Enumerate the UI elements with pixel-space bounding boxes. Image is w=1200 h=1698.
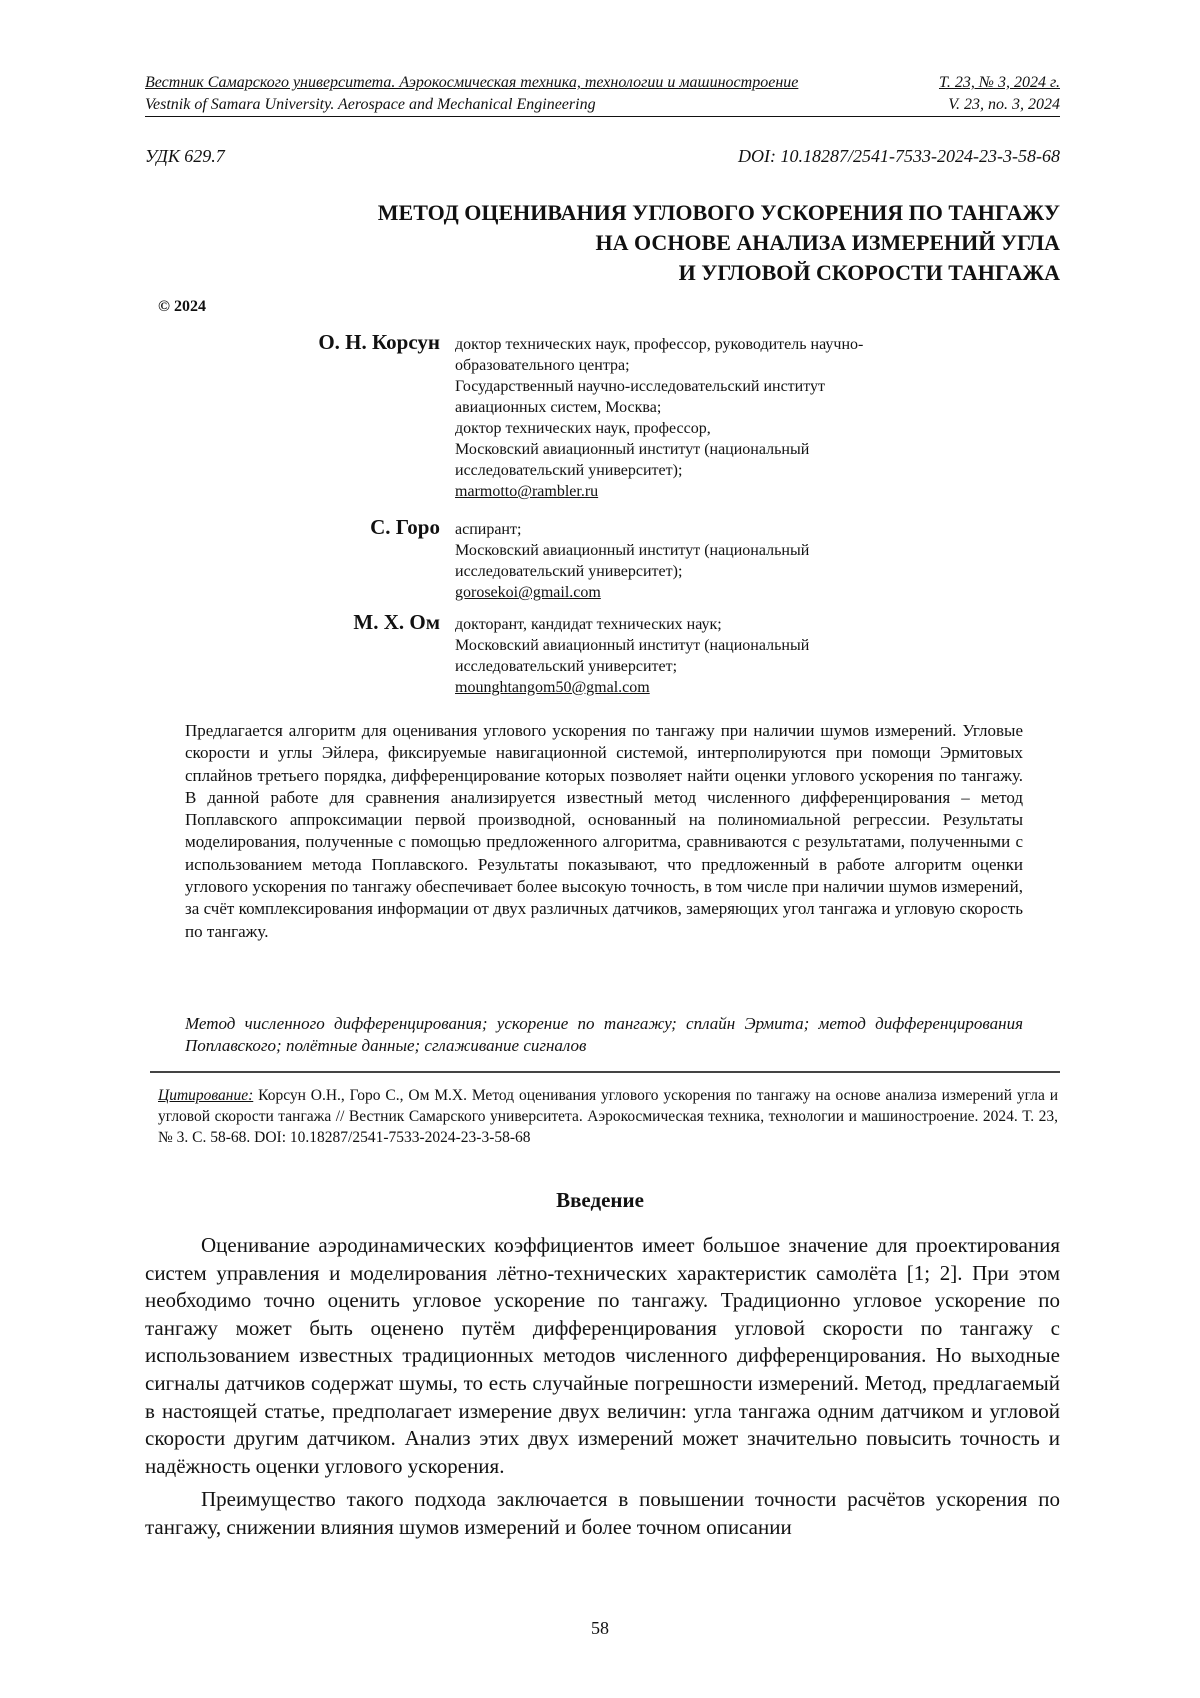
author-name: М. Х. Ом: [353, 610, 440, 635]
affiliation-line: исследовательский университет);: [455, 460, 975, 481]
affiliation-line: исследовательский университет);: [455, 561, 975, 582]
title-line: МЕТОД ОЦЕНИВАНИЯ УГЛОВОГО УСКОРЕНИЯ ПО ТАНГАЖУ: [200, 198, 1060, 228]
paragraph: Преимущество такого подхода заключается в повышении точности расчётов ускорения по тангажу, снижении влияния шумов измерений и более точном описании: [145, 1486, 1060, 1541]
divider: [150, 1071, 1060, 1073]
author-name: С. Горо: [370, 515, 440, 540]
journal-header-en: [145, 95, 1060, 117]
body-text: [145, 1232, 1060, 1548]
article-title: [200, 198, 1060, 288]
author-email-link[interactable]: mounghtangom50@gmal.com: [455, 677, 975, 698]
author-affiliation: [455, 519, 975, 603]
doi: DOI: 10.18287/2541-7533-2024-23-3-58-68: [738, 146, 1060, 167]
affiliation-line: Московский авиационный институт (национальный: [455, 635, 975, 656]
page-number: 58: [0, 1618, 1200, 1639]
journal-volume-ru: Т. 23, № 3, 2024 г.: [939, 73, 1060, 93]
citation: [158, 1085, 1058, 1148]
affiliation-line: исследовательский университет;: [455, 656, 975, 677]
page: [0, 0, 1200, 1698]
author-affiliation: [455, 334, 975, 502]
affiliation-line: Государственный научно-исследовательский институт: [455, 376, 975, 397]
author-name: О. Н. Корсун: [318, 330, 440, 355]
affiliation-line: докторант, кандидат технических наук;: [455, 614, 975, 635]
paragraph: Оценивание аэродинамических коэффициентов имеет большое значение для проектирования систем управления и моделирования лётно-технических характеристик самолёта [1; 2]. При этом необходимо точно оценить угловое ускорение по тангажу. Традиционно угловое ускорение по тангажу может быть оценено путём дифференцирования угловой скорости по тангажу с использованием известных традиционных методов численного дифференцирования. Но выходные сигналы датчиков содержат шумы, то есть случайные погрешности измерений. Метод, предлагаемый в настоящей статье, предполагает измерение двух величин: угла тангажа одним датчиком и угловой скорости другим датчиком. Анализ этих двух измерений может значительно повысить точность и надёжность оценки углового ускорения.: [145, 1232, 1060, 1480]
affiliation-line: доктор технических наук, профессор, руководитель научно-: [455, 334, 975, 355]
affiliation-line: доктор технических наук, профессор,: [455, 418, 975, 439]
journal-name-en: Vestnik of Samara University. Aerospace and Mechanical Engineering: [145, 95, 596, 115]
title-line: И УГЛОВОЙ СКОРОСТИ ТАНГАЖА: [200, 258, 1060, 288]
section-title: Введение: [0, 1188, 1200, 1213]
affiliation-line: Московский авиационный институт (национальный: [455, 439, 975, 460]
abstract: Предлагается алгоритм для оценивания углового ускорения по тангажу при наличии шумов измерений. Угловые скорости и углы Эйлера, фиксируемые навигационной системой, интерполируются при помощи Эрмитовых сплайнов третьего порядка, дифференцирование которых позволяет найти оценки углового ускорения по тангажу. В данной работе для сравнения анализируется известный метод численного дифференцирования – метод Поплавского аппроксимации первой производной, основанный на полиномиальной регрессии. Результаты моделирования, полученные с помощью предложенного алгоритма, сравниваются с результатами, полученными с использованием метода Поплавского. Результаты показывают, что предложенный в работе алгоритм оценки углового ускорения по тангажу обеспечивает более высокую точность, в том числе при наличии шумов измерений, за счёт комплексирования информации от двух различных датчиков, замеряющих угол тангажа и угловую скорость по тангажу.: [185, 720, 1023, 943]
citation-label: Цитирование:: [158, 1087, 253, 1104]
affiliation-line: аспирант;: [455, 519, 975, 540]
journal-volume-en: V. 23, no. 3, 2024: [948, 95, 1060, 115]
affiliation-line: авиационных систем, Москва;: [455, 397, 975, 418]
affiliation-line: Московский авиационный институт (национальный: [455, 540, 975, 561]
journal-name-ru: Вестник Самарского университета. Аэрокосмическая техника, технологии и машиностроение: [145, 73, 798, 93]
keywords: Метод численного дифференцирования; ускорение по тангажу; сплайн Эрмита; метод дифференцирования Поплавского; полётные данные; сглаживание сигналов: [185, 1013, 1023, 1057]
author-affiliation: [455, 614, 975, 698]
citation-text: Корсун О.Н., Горо С., Ом М.Х. Метод оценивания углового ускорения по тангажу на основе анализа измерений угла и угловой скорости тангажа // Вестник Самарского университета. Аэрокосмическая техника, технологии и машиностроение. 2024. Т. 23, № 3. С. 58-68. DOI: 10.18287/2541-7533-2024-23-3-58-68: [158, 1087, 1058, 1146]
author-email-link[interactable]: gorosekoi@gmail.com: [455, 582, 975, 603]
udk-code: УДК 629.7: [145, 146, 225, 167]
copyright: © 2024: [158, 298, 206, 316]
affiliation-line: образовательного центра;: [455, 355, 975, 376]
title-line: НА ОСНОВЕ АНАЛИЗА ИЗМЕРЕНИЙ УГЛА: [200, 228, 1060, 258]
author-email-link[interactable]: marmotto@rambler.ru: [455, 481, 975, 502]
